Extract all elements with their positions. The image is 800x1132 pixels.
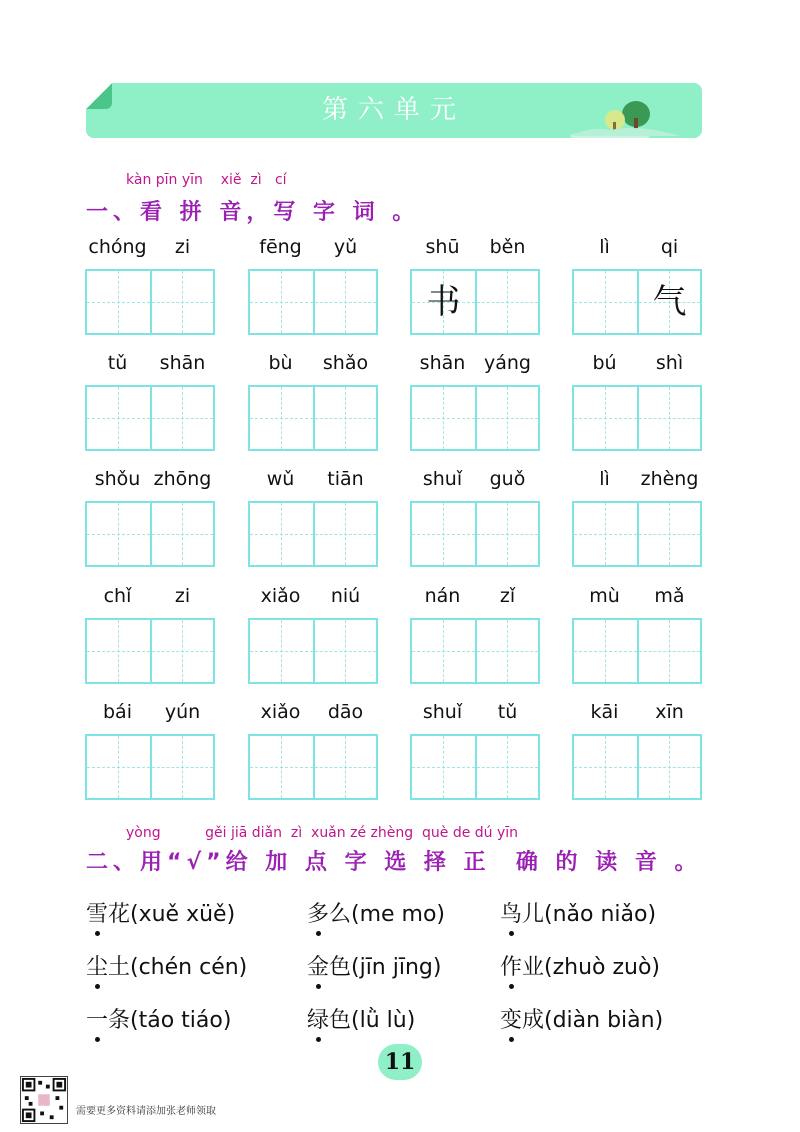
choice-text: 鸟儿(nǎo niǎo)	[500, 902, 657, 927]
written-character	[639, 620, 700, 682]
writing-cell[interactable]	[313, 503, 376, 565]
writing-cell[interactable]	[313, 620, 376, 682]
writing-cell[interactable]	[574, 736, 637, 798]
written-character	[315, 503, 376, 565]
writing-cell[interactable]	[412, 271, 475, 333]
written-character	[87, 387, 150, 449]
tianzige-boxes	[410, 501, 540, 567]
pinyin-syllable: zi	[174, 236, 191, 258]
writing-cell[interactable]	[475, 736, 538, 798]
pinyin-syllable: shān	[419, 352, 466, 374]
pinyin-syllable: zǐ	[499, 585, 516, 607]
tree-icon	[570, 90, 680, 138]
pinyin-syllable: shuǐ	[422, 468, 463, 490]
pinyin-syllable: mù	[589, 585, 620, 607]
pinyin-syllable: chǐ	[103, 585, 132, 607]
choice-text: 变成(diàn biàn)	[500, 1008, 664, 1033]
choice-text: 金色(jīn jīng)	[307, 955, 442, 980]
emphasis-dot	[95, 984, 100, 989]
choice-text: 多么(me mo)	[307, 902, 446, 927]
section1-pinyin: kàn pīn yīn xiě zì cí	[126, 172, 287, 188]
written-character	[574, 503, 637, 565]
word-item	[248, 701, 378, 801]
written-character	[412, 387, 475, 449]
choice-text: 雪花(xuě xüě)	[86, 902, 236, 927]
writing-cell[interactable]	[250, 503, 313, 565]
pinyin-row	[410, 468, 540, 494]
word-item	[410, 236, 540, 336]
writing-cell[interactable]	[574, 271, 637, 333]
writing-cell[interactable]	[412, 387, 475, 449]
writing-cell[interactable]	[313, 736, 376, 798]
tianzige-boxes	[572, 385, 702, 451]
choice-item[interactable]	[500, 950, 660, 981]
pinyin-syllable: zi	[174, 585, 191, 607]
writing-cell[interactable]	[412, 736, 475, 798]
pinyin-row	[248, 701, 378, 727]
writing-cell[interactable]	[150, 387, 213, 449]
written-character	[87, 271, 150, 333]
written-character	[477, 736, 538, 798]
written-character	[574, 736, 637, 798]
writing-cell[interactable]	[87, 387, 150, 449]
pinyin-syllable: shǒu	[94, 468, 141, 490]
pinyin-row	[85, 236, 215, 262]
writing-cell[interactable]	[475, 387, 538, 449]
written-character	[574, 387, 637, 449]
written-character	[477, 271, 538, 333]
written-character: 气	[652, 282, 687, 322]
choice-item[interactable]	[307, 897, 445, 928]
pinyin-row	[572, 585, 702, 611]
pinyin-row	[572, 701, 702, 727]
pinyin-syllable: lì	[599, 236, 610, 258]
word-item	[248, 352, 378, 452]
word-item	[572, 468, 702, 568]
pinyin-row	[248, 352, 378, 378]
pinyin-syllable: nán	[424, 585, 461, 607]
written-character	[477, 387, 538, 449]
pinyin-syllable: fēng	[259, 236, 302, 258]
tianzige-boxes	[85, 501, 215, 567]
word-item	[85, 236, 215, 336]
writing-cell[interactable]	[250, 271, 313, 333]
word-item	[572, 236, 702, 336]
pinyin-row	[410, 236, 540, 262]
pinyin-syllable: kāi	[590, 701, 619, 723]
pinyin-syllable: yáng	[484, 352, 531, 374]
writing-cell[interactable]	[475, 620, 538, 682]
writing-cell[interactable]	[150, 503, 213, 565]
written-character	[477, 620, 538, 682]
pinyin-row	[248, 236, 378, 262]
written-character	[412, 620, 475, 682]
writing-cell[interactable]	[475, 271, 538, 333]
pinyin-syllable: dāo	[327, 701, 364, 723]
word-item	[85, 701, 215, 801]
pinyin-syllable: xiǎo	[260, 701, 301, 723]
pinyin-row	[572, 352, 702, 378]
emphasis-dot	[316, 931, 321, 936]
pinyin-syllable: tǔ	[107, 352, 128, 374]
written-character	[250, 387, 313, 449]
written-character	[315, 387, 376, 449]
written-character	[315, 736, 376, 798]
written-character	[639, 736, 700, 798]
tianzige-boxes	[572, 734, 702, 800]
pinyin-syllable: mǎ	[654, 585, 685, 607]
tianzige-boxes	[85, 269, 215, 335]
writing-cell[interactable]	[637, 503, 700, 565]
pinyin-syllable: niú	[330, 585, 361, 607]
pinyin-syllable: xīn	[655, 701, 684, 723]
written-character: 书	[426, 282, 461, 322]
writing-cell[interactable]	[87, 736, 150, 798]
written-character	[152, 503, 213, 565]
pinyin-syllable: zhèng	[640, 468, 699, 490]
written-character	[152, 271, 213, 333]
pinyin-row	[572, 468, 702, 494]
written-character	[574, 271, 637, 333]
pinyin-syllable: shì	[655, 352, 684, 374]
writing-cell[interactable]	[87, 620, 150, 682]
pinyin-row	[248, 468, 378, 494]
choice-item[interactable]	[307, 1003, 415, 1034]
written-character	[87, 503, 150, 565]
writing-cell[interactable]	[250, 620, 313, 682]
written-character	[315, 620, 376, 682]
writing-cell[interactable]	[475, 503, 538, 565]
pinyin-syllable: qi	[660, 236, 679, 258]
pinyin-row	[85, 352, 215, 378]
emphasis-dot	[95, 931, 100, 936]
tianzige-boxes	[572, 501, 702, 567]
pinyin-row	[410, 701, 540, 727]
pinyin-syllable: shǎo	[322, 352, 369, 374]
writing-cell[interactable]	[412, 620, 475, 682]
pinyin-syllable: tǔ	[497, 701, 518, 723]
word-item	[572, 585, 702, 685]
tianzige-boxes	[85, 385, 215, 451]
writing-cell[interactable]	[313, 271, 376, 333]
pinyin-row	[248, 585, 378, 611]
pinyin-syllable: yǔ	[333, 236, 358, 258]
written-character	[477, 503, 538, 565]
writing-cell[interactable]	[313, 387, 376, 449]
word-item	[410, 701, 540, 801]
writing-cell[interactable]	[574, 503, 637, 565]
word-item	[248, 468, 378, 568]
pinyin-syllable: bú	[592, 352, 617, 374]
tianzige-boxes	[248, 618, 378, 684]
choice-text: 绿色(lǜ lù)	[307, 1008, 416, 1033]
pinyin-syllable: wǔ	[266, 468, 295, 490]
pinyin-row	[572, 236, 702, 262]
choice-text: 尘土(chén cén)	[86, 955, 248, 980]
tianzige-boxes	[85, 618, 215, 684]
written-character	[250, 620, 313, 682]
pinyin-syllable: zhōng	[153, 468, 212, 490]
written-character	[250, 503, 313, 565]
writing-cell[interactable]	[574, 620, 637, 682]
tianzige-boxes	[248, 734, 378, 800]
writing-cell[interactable]	[574, 387, 637, 449]
word-item	[248, 236, 378, 336]
section1-title: 一、看 拼 音，写 字 词 。	[86, 200, 420, 225]
tianzige-boxes	[410, 734, 540, 800]
tianzige-boxes	[410, 618, 540, 684]
writing-cell[interactable]	[150, 736, 213, 798]
footer-note: 需要更多资料请添加张老师领取	[76, 1106, 216, 1117]
pinyin-row	[85, 585, 215, 611]
word-item	[410, 352, 540, 452]
writing-cell[interactable]	[637, 736, 700, 798]
writing-cell[interactable]	[150, 271, 213, 333]
writing-cell[interactable]	[637, 271, 700, 333]
writing-cell[interactable]	[250, 387, 313, 449]
emphasis-dot	[509, 1037, 514, 1042]
section2-pinyin: yòng gěi jiā diǎn zì xuǎn zé zhèng què de dú yīn	[126, 825, 519, 841]
writing-cell[interactable]	[637, 620, 700, 682]
pinyin-row	[85, 468, 215, 494]
written-character	[87, 736, 150, 798]
emphasis-dot	[509, 984, 514, 989]
written-character	[639, 503, 700, 565]
pinyin-syllable: chóng	[88, 236, 147, 258]
pinyin-row	[410, 352, 540, 378]
writing-cell[interactable]	[150, 620, 213, 682]
unit-title: 第六单元	[321, 95, 466, 125]
choice-item[interactable]	[86, 950, 247, 981]
word-item	[85, 352, 215, 452]
writing-cell[interactable]	[87, 271, 150, 333]
emphasis-dot	[509, 931, 514, 936]
tianzige-boxes	[572, 618, 702, 684]
pinyin-syllable: lì	[599, 468, 610, 490]
written-character	[250, 271, 313, 333]
written-character	[412, 736, 475, 798]
word-item	[410, 585, 540, 685]
pinyin-syllable: shū	[425, 236, 460, 258]
choice-item[interactable]	[86, 1003, 231, 1034]
written-character	[574, 620, 637, 682]
choice-item[interactable]	[307, 950, 441, 981]
pinyin-syllable: shuǐ	[422, 701, 463, 723]
word-item	[85, 468, 215, 568]
pinyin-syllable: bái	[103, 701, 132, 723]
pinyin-syllable: guǒ	[489, 468, 526, 490]
choice-text: 一条(táo tiáo)	[86, 1008, 232, 1033]
writing-cell[interactable]	[412, 503, 475, 565]
written-character	[412, 503, 475, 565]
word-item	[572, 352, 702, 452]
choice-item[interactable]	[500, 897, 656, 928]
tianzige-boxes	[248, 385, 378, 451]
tianzige-boxes	[248, 501, 378, 567]
word-item	[410, 468, 540, 568]
tianzige-boxes	[410, 385, 540, 451]
word-item	[85, 585, 215, 685]
pinyin-syllable: bù	[268, 352, 293, 374]
word-item	[248, 585, 378, 685]
section2-title: 二、用“√”给 加 点 字 选 择 正 确 的 读 音 。	[86, 850, 702, 875]
pinyin-syllable: xiǎo	[260, 585, 301, 607]
written-character	[639, 387, 700, 449]
emphasis-dot	[316, 984, 321, 989]
tianzige-boxes	[85, 734, 215, 800]
written-character	[315, 271, 376, 333]
pinyin-syllable: tiān	[327, 468, 364, 490]
page-number: 11	[378, 1044, 422, 1080]
pinyin-syllable: běn	[489, 236, 526, 258]
written-character	[87, 620, 150, 682]
word-item	[572, 701, 702, 801]
qr-code-icon	[20, 1076, 68, 1124]
tianzige-boxes	[410, 269, 540, 335]
pinyin-syllable: shān	[159, 352, 206, 374]
tianzige-boxes	[248, 269, 378, 335]
written-character	[152, 736, 213, 798]
emphasis-dot	[95, 1037, 100, 1042]
choice-item[interactable]	[86, 897, 235, 928]
writing-cell[interactable]	[87, 503, 150, 565]
pinyin-row	[85, 701, 215, 727]
written-character	[250, 736, 313, 798]
writing-cell[interactable]	[250, 736, 313, 798]
choice-item[interactable]	[500, 1003, 663, 1034]
pinyin-syllable: yún	[164, 701, 201, 723]
written-character	[152, 387, 213, 449]
pinyin-row	[410, 585, 540, 611]
emphasis-dot	[316, 1037, 321, 1042]
writing-cell[interactable]	[637, 387, 700, 449]
written-character	[152, 620, 213, 682]
tianzige-boxes	[572, 269, 702, 335]
choice-text: 作业(zhuò zuò)	[500, 955, 661, 980]
